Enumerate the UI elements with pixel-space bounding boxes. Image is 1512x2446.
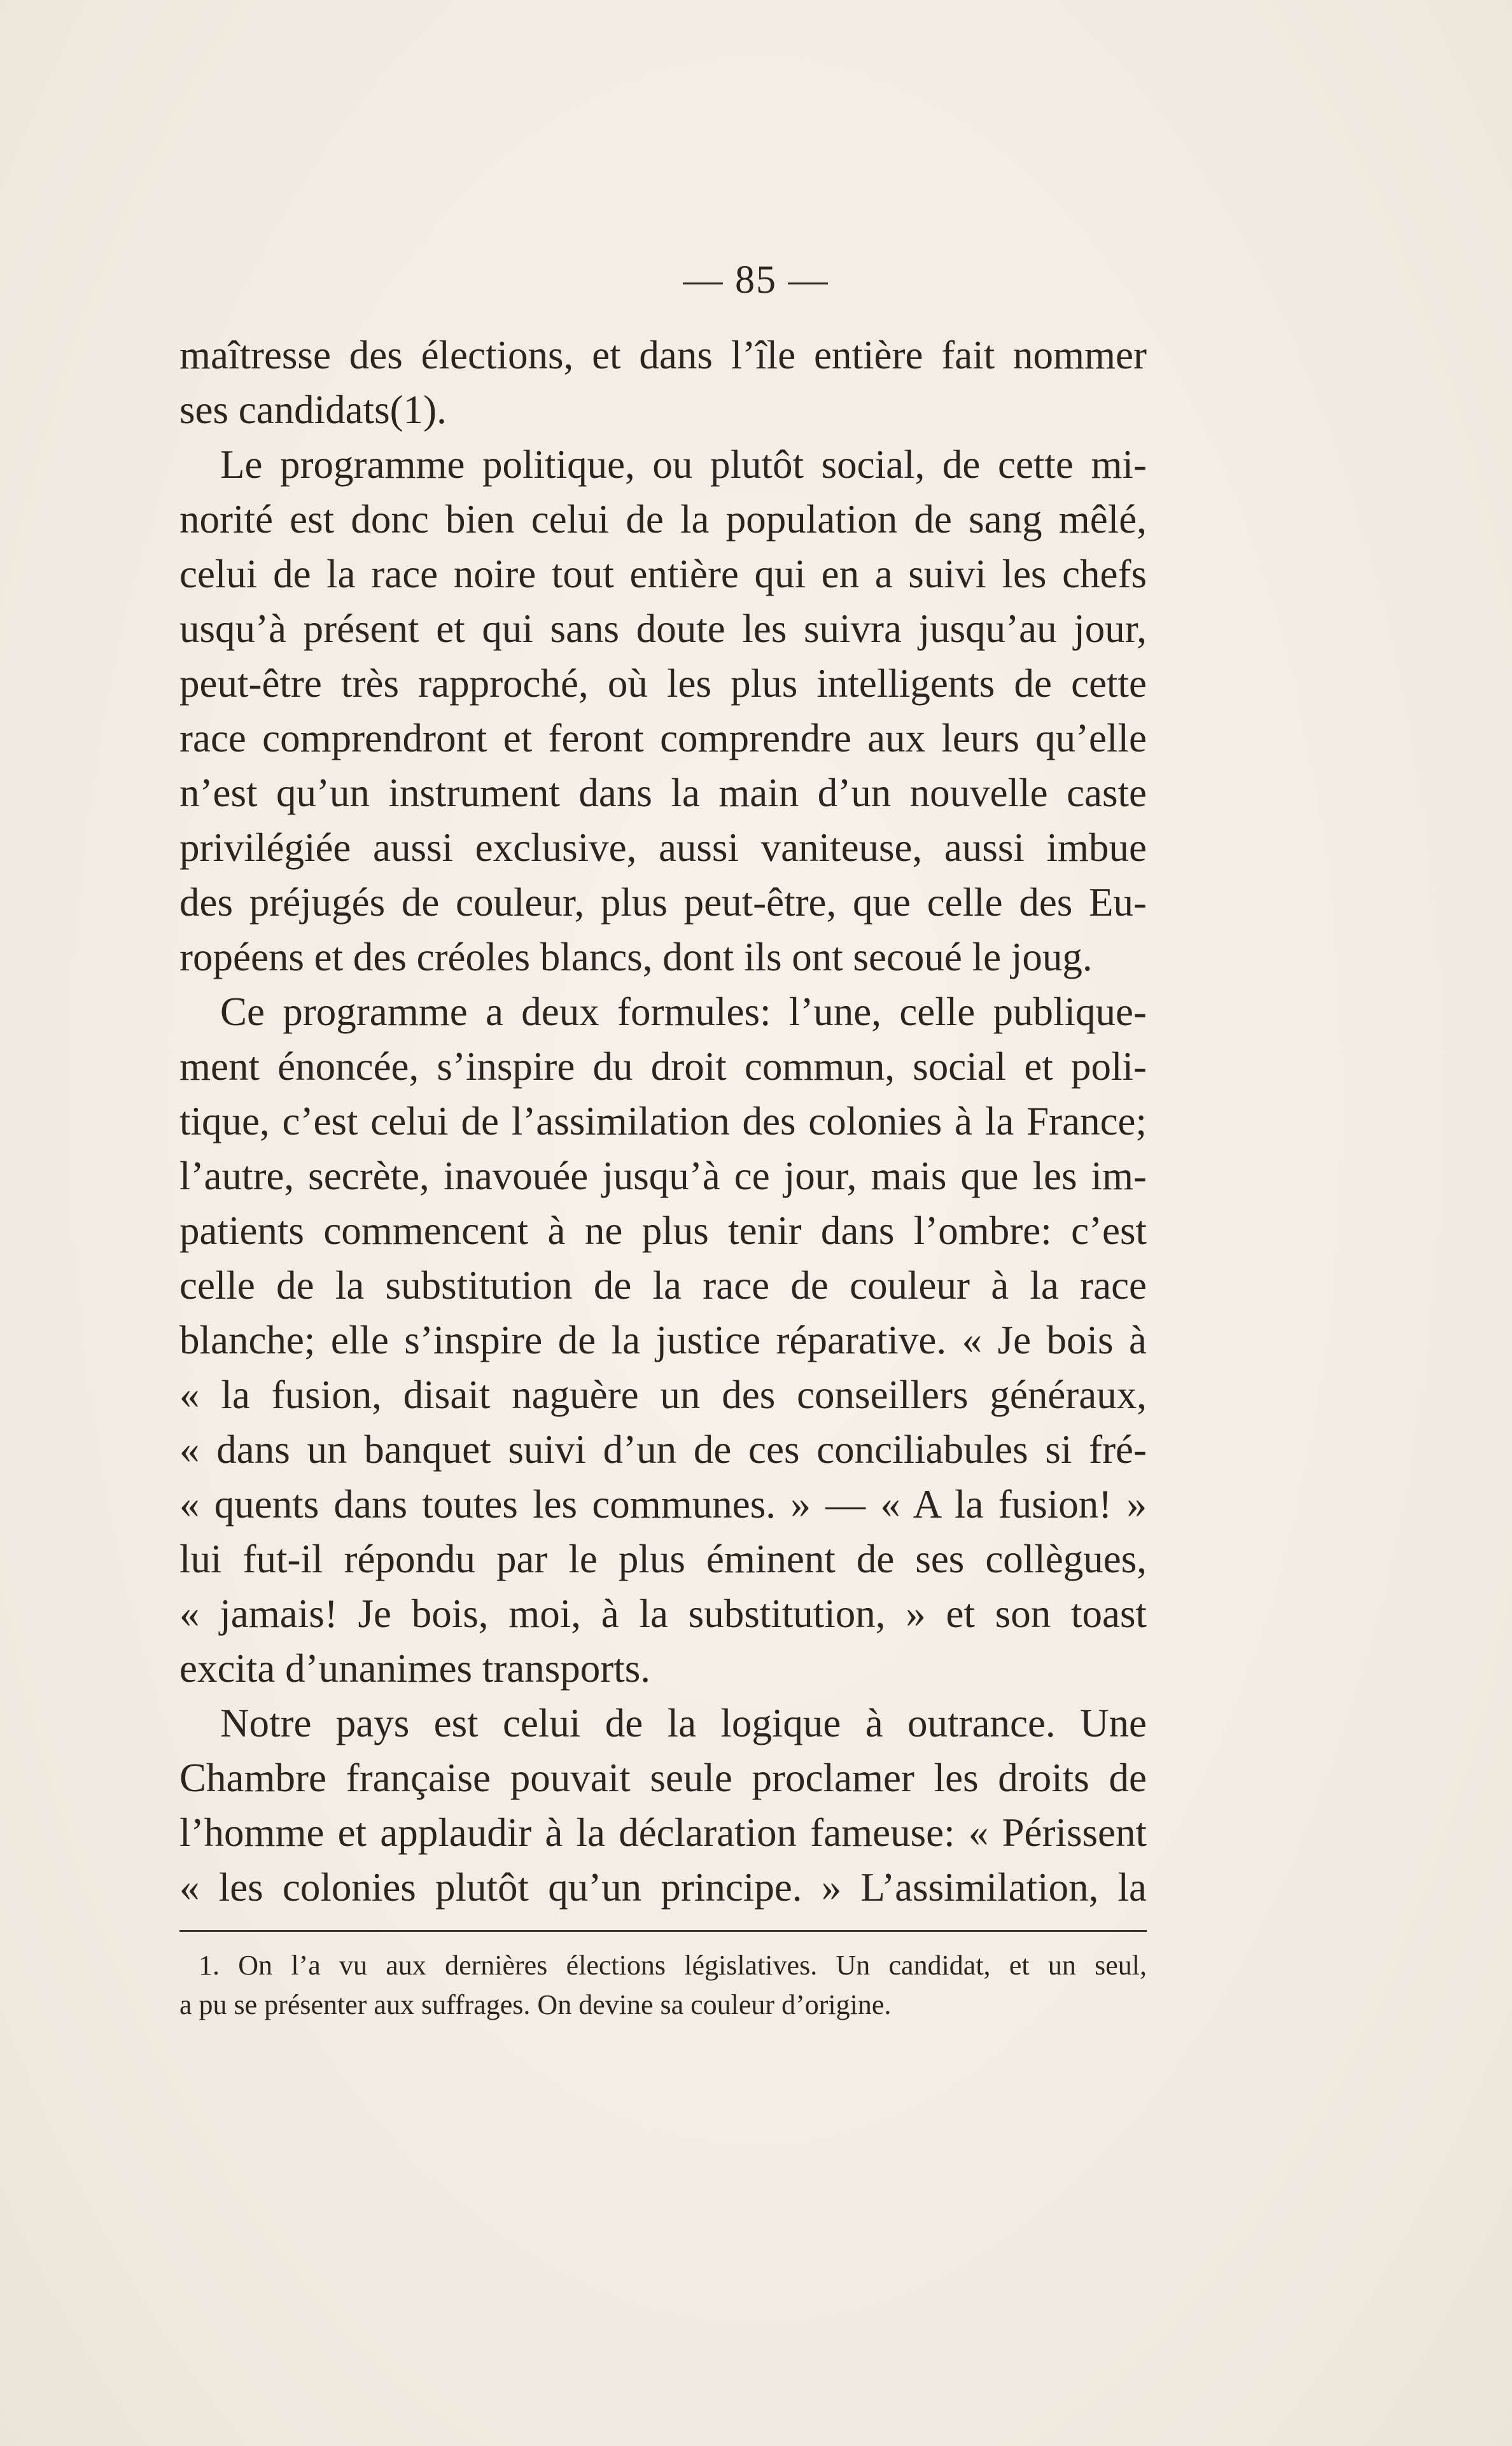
- text-line: Le programme politique, ou plutôt social, de cette mi-: [220, 442, 1147, 487]
- text-line: lui fut-il répondu par le plus éminent de ses collègues,: [179, 1537, 1147, 1581]
- text-line: Ce programme a deux formules: l’une, celle publique-: [220, 989, 1147, 1034]
- text-line: tique, c’est celui de l’assimilation des colonies à la France;: [179, 1099, 1147, 1143]
- text-line: « jamais! Je bois, moi, à la substitution, » et son toast: [179, 1591, 1147, 1636]
- text-line: Chambre française pouvait seule proclamer les droits de: [179, 1756, 1147, 1800]
- page-number: — 85 —: [683, 258, 829, 302]
- text-line: usqu’à présent et qui sans doute les suivra jusqu’au jour,: [179, 606, 1147, 651]
- text-line: n’est qu’un instrument dans la main d’un nouvelle caste: [179, 771, 1147, 815]
- text-line: l’autre, secrète, inavouée jusqu’à ce jour, mais que les im-: [179, 1154, 1147, 1198]
- text-line: celle de la substitution de la race de couleur à la race: [179, 1263, 1147, 1308]
- text-line: des préjugés de couleur, plus peut-être, que celle des Eu-: [179, 880, 1147, 925]
- footnote-line: a pu se présenter aux suffrages. On devine sa couleur d’origine.: [179, 1989, 892, 2020]
- text-line: Notre pays est celui de la logique à outrance. Une: [220, 1701, 1147, 1745]
- text-line: « quents dans toutes les communes. » — « A la fusion! »: [179, 1482, 1147, 1527]
- text-line: blanche; elle s’inspire de la justice réparative. « Je bois à: [179, 1318, 1147, 1362]
- footnote-block: [179, 1946, 1147, 2025]
- footnote-divider: [179, 1930, 1147, 1932]
- text-line: ment énoncée, s’inspire du droit commun, social et poli-: [179, 1044, 1147, 1089]
- text-line: « la fusion, disait naguère un des conseillers généraux,: [179, 1373, 1147, 1417]
- text-line: celui de la race noire tout entière qui en a suivi les chefs: [179, 552, 1147, 596]
- text-line: « dans un banquet suivi d’un de ces conciliabules si fré-: [179, 1427, 1147, 1472]
- text-line: ses candidats(1).: [179, 388, 447, 432]
- text-line: « les colonies plutôt qu’un principe. » L’assimilation, la: [179, 1865, 1147, 1910]
- text-line: privilégiée aussi exclusive, aussi vaniteuse, aussi imbue: [179, 825, 1147, 870]
- text-line: norité est donc bien celui de la population de sang mêlé,: [179, 497, 1147, 542]
- text-line: peut-être très rapproché, où les plus intelligents de cette: [179, 661, 1147, 706]
- text-line: ropéens et des créoles blancs, dont ils ont secoué le joug.: [179, 935, 1093, 979]
- text-line: excita d’unanimes transports.: [179, 1646, 651, 1691]
- text-line: patients commencent à ne plus tenir dans l’ombre: c’est: [179, 1208, 1147, 1253]
- text-line: l’homme et applaudir à la déclaration fameuse: « Périssent: [179, 1810, 1147, 1855]
- body-text: [179, 328, 1147, 1915]
- text-line: maîtresse des élections, et dans l’île entière fait nommer: [179, 333, 1147, 377]
- footnote-line: 1. On l’a vu aux dernières élections législatives. Un candidat, et un seul,: [199, 1950, 1147, 1981]
- text-line: race comprendront et feront comprendre aux leurs qu’elle: [179, 716, 1147, 760]
